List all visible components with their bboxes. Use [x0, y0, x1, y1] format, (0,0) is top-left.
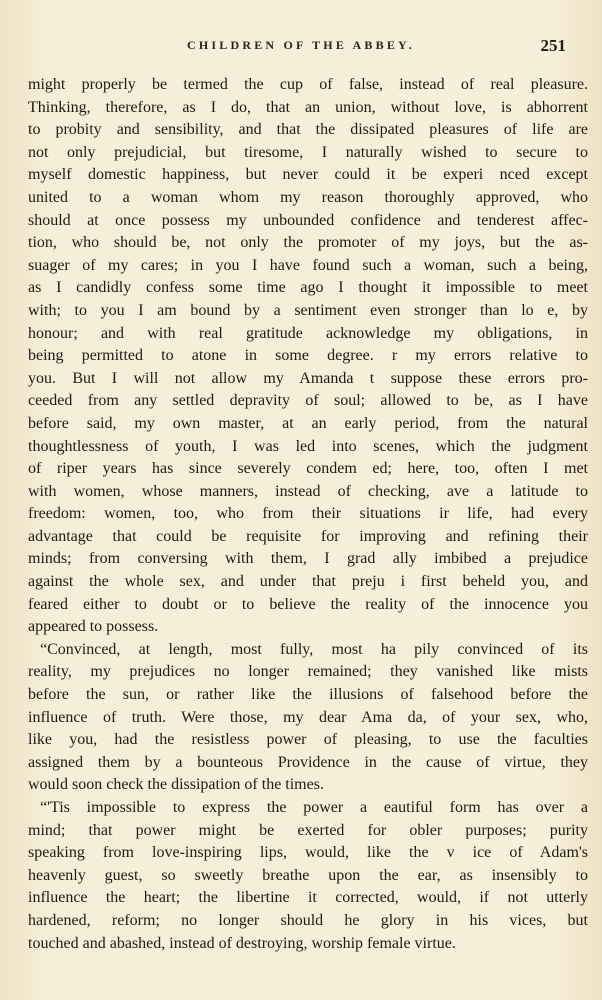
text-line: Thinking, therefore, as I do, that an union, without love, is abhorrent [28, 98, 588, 116]
text-line: “Convinced, at length, most fully, most ha pily convinced of its [40, 640, 588, 658]
text-line: myself domestic happiness, but never could it be experi nced except [28, 166, 588, 184]
text-line: suager of my cares; in you I have found such a woman, such a being, [28, 256, 588, 274]
text-line: heavenly guest, so sweetly breathe upon the ear, as insensibly to [28, 866, 588, 884]
page-header [0, 36, 602, 60]
text-line: influence of truth. Were those, my dear Ama da, of your sex, who, [28, 708, 588, 726]
text-line: should at once possess my unbounded confidence and tenderest affec- [28, 211, 588, 229]
text-line: of riper years has since severely condem ed; here, too, often I met [28, 460, 588, 478]
text-line: before said, my own master, at an early period, from the natural [28, 414, 588, 432]
text-line: being permitted to atone in some degree. r my errors relative to [28, 347, 588, 365]
running-head: CHILDREN OF THE ABBEY. [187, 38, 415, 52]
text-line: you. But I will not allow my Amanda t suppose these errors pro- [28, 369, 588, 387]
text-line: tion, who should be, not only the promoter of my joys, but the as- [28, 234, 588, 252]
text-line: with women, whose manners, instead of checking, ave a latitude to [28, 482, 588, 500]
text-line: advantage that could be requisite for improving and refining their [28, 527, 588, 545]
text-line: speaking from love-inspiring lips, would, like the v ice of Adam's [28, 844, 588, 862]
text-line: would soon check the dissipation of the times. [28, 776, 324, 794]
text-line: not only prejudicial, but tiresome, I naturally wished to secure to [28, 143, 588, 161]
text-line: freedom: women, too, who from their situations ir life, had every [28, 505, 588, 523]
text-line: against the whole sex, and under that preju i first beheld you, and [28, 573, 588, 591]
text-line: united to a woman whom my reason thoroughly approved, who [28, 188, 588, 206]
text-line: to probity and sensibility, and that the dissipated pleasures of life are [28, 121, 588, 139]
text-line: like you, had the resistless power of pleasing, to use the faculties [28, 731, 588, 749]
text-line: reality, my prejudices no longer remained; they vanished like mists [28, 663, 588, 681]
text-line: touched and abashed, instead of destroying, worship female virtue. [28, 934, 456, 952]
text-line: thoughtlessness of youth, I was led into scenes, which the judgment [28, 437, 588, 455]
text-line: before the sun, or rather like the illusions of falsehood before the [28, 686, 588, 704]
text-line: honour; and with real gratitude acknowledge my obligations, in [28, 324, 588, 342]
text-line: feared either to doubt or to believe the reality of the innocence you [28, 595, 588, 613]
text-line: ceeded from any settled depravity of soul; allowed to be, as I have [28, 392, 588, 410]
text-line: might properly be termed the cup of false, instead of real pleasure. [28, 76, 588, 93]
text-line: influence the heart; the libertine it corrected, would, if not utterly [28, 889, 588, 907]
page-number: 251 [540, 36, 566, 55]
text-line: minds; from conversing with them, I grad ally imbibed a prejudice [28, 550, 588, 568]
body-text [28, 74, 588, 955]
text-line: as I candidly confess some time ago I thought it impossible to meet [28, 279, 588, 297]
text-line: hardened, reform; no longer should he glory in his vices, but [28, 911, 588, 929]
text-line: with; to you I am bound by a sentiment even stronger than lo e, by [28, 301, 588, 319]
text-line: “'Tis impossible to express the power a eautiful form has over a [40, 799, 588, 816]
text-line: assigned them by a bounteous Providence in the cause of virtue, they [28, 753, 588, 771]
text-line: appeared to possess. [28, 618, 159, 636]
text-line: mind; that power might be exerted for obler purposes; purity [28, 821, 588, 839]
